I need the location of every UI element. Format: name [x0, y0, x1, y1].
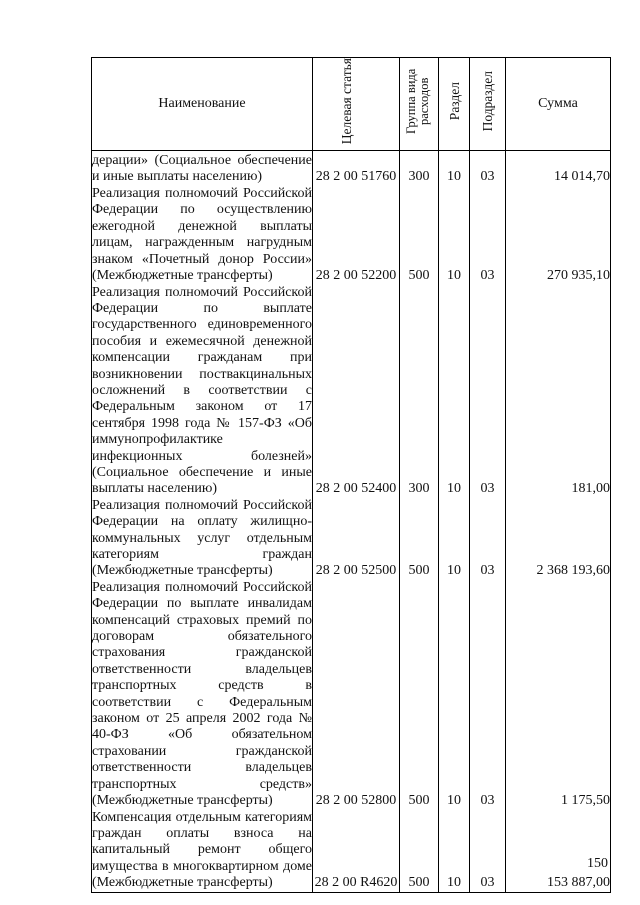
table-row [92, 810, 611, 893]
row-section: 10 [439, 151, 470, 186]
row-subsection: 03 [470, 151, 506, 186]
row-section: 10 [439, 810, 470, 893]
row-name: Реализация полномочий Российской Федерации по осуществлению ежегодной денежной выплаты лицам, награжденным нагрудным знаком «Почетный донор России» (Межбюджетные трансферты) [92, 186, 312, 284]
table-row [92, 285, 611, 498]
row-name: Компенсация отдельным категориям граждан оплаты взноса на капитальный ремонт общего имущества в многоквартирном доме (Межбюджетные трансферты) [92, 809, 312, 891]
header-expense-group: Группа вида расходов [400, 58, 439, 151]
row-group: 500 [400, 810, 439, 893]
table-row [92, 151, 611, 186]
row-target: 28 2 00 52500 [313, 498, 400, 580]
row-target: 28 2 00 R4620 [313, 810, 400, 893]
header-sum: Сумма [506, 58, 611, 151]
row-group: 500 [400, 186, 439, 285]
row-sum: 153 887,00 [506, 810, 611, 893]
row-section: 10 [439, 498, 470, 580]
table-row [92, 186, 611, 285]
row-sum: 270 935,10 [506, 186, 611, 285]
row-subsection: 03 [470, 285, 506, 498]
row-target: 28 2 00 52200 [313, 186, 400, 285]
budget-table [91, 57, 611, 893]
page-number: 150 [587, 856, 608, 871]
row-subsection: 03 [470, 186, 506, 285]
header-subsection: Подраздел [470, 58, 506, 151]
row-sum: 14 014,70 [506, 151, 611, 186]
row-target: 28 2 00 52800 [313, 580, 400, 810]
row-target: 28 2 00 52400 [313, 285, 400, 498]
row-name: Реализация полномочий Российской Федерации по выплате государственного единовременного пособия и ежемесячной денежной компенсации гражданам при возникновении поствакцинальных осложнений в соответствии с Федеральным законом от 17 сентября 1998 года № 157-ФЗ «Об иммунопрофилактике инфекционных болезней» (Социальное обеспечение и иные выплаты населению) [92, 284, 312, 497]
row-name: дерации» (Социальное обеспечение и иные выплаты населению) [92, 151, 313, 186]
row-sum: 1 175,50 [506, 580, 611, 810]
header-name: Наименование [92, 58, 313, 151]
row-subsection: 03 [470, 810, 506, 893]
table-header-row [92, 58, 611, 151]
row-sum: 181,00 [506, 285, 611, 498]
row-name: Реализация полномочий Российской Федерации по выплате инвалидам компенсаций страховых премий по договорам обязательного страхования гражданской ответственности владельцев транспортных средств в соответствии с Федеральным законом от 25 апреля 2002 года № 40-ФЗ «Об обязательном страховании гражданской ответственности владельцев транспортных средств» (Межбюджетные трансферты) [92, 579, 312, 809]
row-subsection: 03 [470, 580, 506, 810]
row-group: 500 [400, 498, 439, 580]
row-section: 10 [439, 285, 470, 498]
row-name: Реализация полномочий Российской Федерации на оплату жилищно-коммунальных услуг отдельным категориям граждан (Межбюджетные трансферты) [92, 497, 312, 579]
header-target-article: Целевая статья [313, 58, 400, 151]
row-group: 300 [400, 151, 439, 186]
header-section: Раздел [439, 58, 470, 151]
row-group: 500 [400, 580, 439, 810]
table-row [92, 498, 611, 580]
row-target: 28 2 00 51760 [313, 151, 400, 186]
row-section: 10 [439, 580, 470, 810]
row-subsection: 03 [470, 498, 506, 580]
table-row [92, 580, 611, 810]
row-section: 10 [439, 186, 470, 285]
row-group: 300 [400, 285, 439, 498]
row-sum: 2 368 193,60 [506, 498, 611, 580]
